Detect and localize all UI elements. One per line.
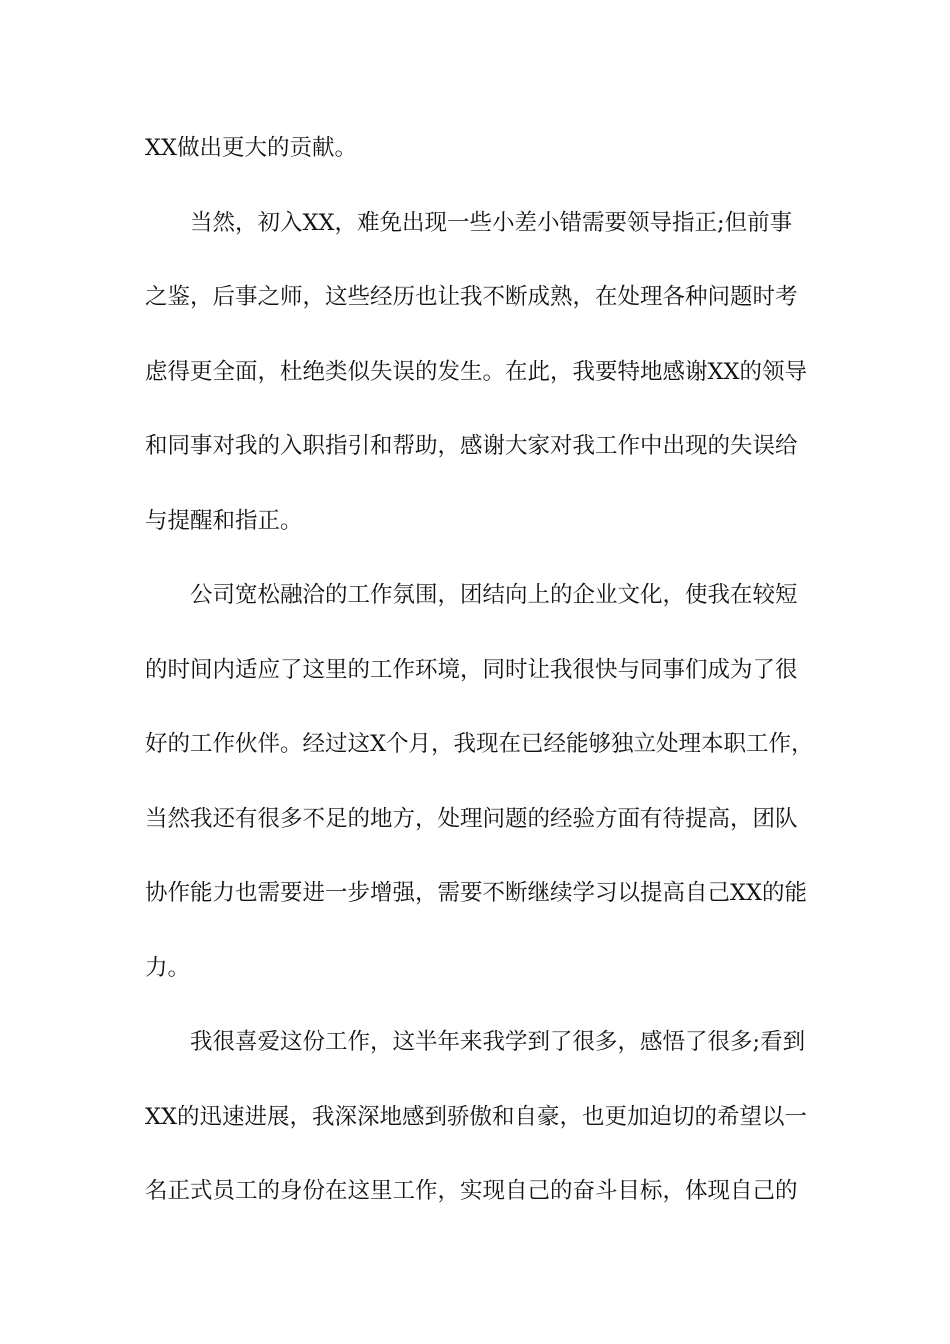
text-line: XX做出更大的贡献。: [145, 135, 358, 161]
text-line: 虑得更全面，杜绝类似失误的发生。在此，我要特地感谢XX的领导: [145, 358, 808, 385]
text-line: 力。: [145, 954, 191, 981]
text-line: 名正式员工的身份在这里工作，实现自己的奋斗目标，体现自己的: [145, 1178, 798, 1204]
text-line: 好的工作伙伴。经过这X个月，我现在已经能够独立处理本职工作，: [145, 731, 814, 757]
body-text: [145, 128, 814, 1246]
text-line: 的时间内适应了这里的工作环境，同时让我很快与同事们成为了很: [145, 656, 798, 683]
text-line: 和同事对我的入职指引和帮助，感谢大家对我工作中出现的失误给: [145, 433, 798, 459]
text-line: 之鉴，后事之师，这些经历也让我不断成熟，在处理各种问题时考: [145, 284, 798, 310]
text-line: XX的迅速进展，我深深地感到骄傲和自豪，也更加迫切的希望以一: [145, 1103, 808, 1130]
text-line: 协作能力也需要进一步增强，需要不断继续学习以提高自己XX的能: [145, 880, 808, 906]
text-line: 公司宽松融洽的工作氛围，团结向上的企业文化，使我在较短: [190, 582, 798, 608]
text-line: 与提醒和指正。: [145, 507, 303, 534]
text-line: 当然我还有很多不足的地方，处理问题的经验方面有待提高，团队: [145, 805, 798, 832]
text-line: 当然，初入XX，难免出现一些小差小错需要领导指正;但前事: [190, 209, 793, 236]
text-line: 我很喜爱这份工作，这半年来我学到了很多，感悟了很多;看到: [190, 1029, 806, 1055]
